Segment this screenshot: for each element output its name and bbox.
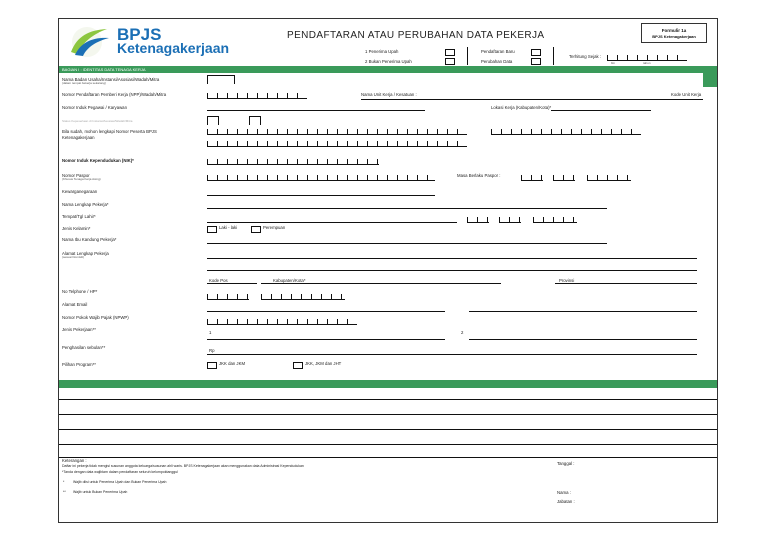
label-masa-paspor: Masa Berlaku Paspor : [457,173,501,178]
kabupaten-field[interactable] [261,283,501,284]
label-ibu: Nama Ibu Kandung Pekerja* [62,237,117,242]
label-telepon: No Telphone / HP* [62,289,98,294]
tahun-label: tahun [643,61,651,65]
checkbox-perempuan[interactable] [251,226,261,233]
label-jenis-kelamin: Jenis Kelamin* [62,226,91,231]
footer-nama: Nama : [557,490,571,495]
option-penerima-upah: 1 Penerima Upah [365,49,399,54]
bln-lahir-field[interactable] [499,217,521,223]
peserta-field-2[interactable] [207,141,467,147]
npwp-field[interactable] [207,319,357,325]
label-peserta: Bila sudah, mohon lengkapi Nomor Peserta BPJS [62,129,157,134]
paspor-field[interactable] [207,175,435,181]
nik-field[interactable] [207,159,379,165]
pekerjaan-field-1[interactable] [207,339,445,340]
label-pekerjaan-1: 1 [209,330,212,335]
status-checkbox-2[interactable] [249,116,261,125]
footer-note2: Wajib untuk Bukan Penerima Upah [73,490,128,494]
label-alamat-sub: (sesuai Domisili) [62,255,85,259]
label-npwp: Nomor Pokok Wajib Pajak (NPWP) [62,315,129,320]
label-npp: Nomor Pendaftaran Pemberi Kerja (NPP)/Wadah/Mitra [62,92,167,97]
peserta-field-1b[interactable] [491,129,641,135]
label-provinsi: Provinsi [559,278,575,283]
masa-paspor-bln[interactable] [553,175,575,181]
masa-paspor-thn[interactable] [587,175,631,181]
label-nip: Nomor Induk Pegawai / Karyawan [62,105,127,110]
nama-lengkap-field[interactable] [207,208,607,209]
penghasilan-field[interactable] [207,354,697,355]
terhitung-label: Terhitung Sejak : [569,54,602,59]
row-line [59,429,717,430]
nama-badan-field[interactable] [207,75,235,84]
pekerjaan-field-2[interactable] [469,339,697,340]
section2-header-bar [59,380,717,388]
label-laki-laki: Laki - laki [219,225,238,230]
label-email: Alamat Email [62,302,88,307]
form-code-box [641,23,707,43]
form-code-line1: Formulir 1a [661,28,687,33]
option-bukan-penerima-upah: 2 Bukan Penerima Upah [365,59,412,64]
nip-field[interactable] [207,110,425,111]
footer-note1: Wajib diisi untuk Penerima Upah dan Bukan Penerima Upah [73,480,167,484]
telepon-field-2[interactable] [261,294,345,300]
form-code-line2: BPJS Ketenagakerjaan [652,34,696,39]
bpjs-logo-icon [67,26,111,58]
form-sheet [58,18,718,523]
label-pekerjaan-2: 2 [461,330,464,335]
label-kode-unit: Kode Unit Kerja [671,92,702,97]
telepon-field-1[interactable] [207,294,249,300]
peserta-field-1[interactable] [207,129,467,135]
divider [553,47,554,65]
label-program: Pilihan Program** [62,362,96,367]
email-field-2[interactable] [469,311,697,312]
footer-jabatan: Jabatan : [557,499,575,504]
kewarganegaraan-field[interactable] [207,195,435,196]
logo-top: BPJS [117,25,162,44]
checkbox-laki-laki[interactable] [207,226,217,233]
label-status-faint: Status Kepesertaan di Instansi/Asosiasi/Wadah/Mitra [62,119,133,123]
label-jkk-jkm: JKK dan JKM [219,361,246,366]
npp-field[interactable] [207,93,307,99]
form-title: PENDAFTARAN ATAU PERUBAHAN DATA PEKERJA [287,30,545,41]
label-kodepos: Kode Pos [209,278,228,283]
footer-keterangan: Keterangan : [62,458,87,463]
email-field-1[interactable] [207,311,445,312]
label-kewarganegaraan: Kewarganegaraan [62,189,98,194]
logo-bottom: Ketenagakerjaan [117,40,230,56]
checkbox-penerima-upah[interactable] [445,49,455,56]
row-line [59,399,717,400]
label-paspor: Nomor Paspor [62,173,90,178]
section-side-bar [703,73,717,87]
label-penghasilan: Penghasilan sebulan** [62,345,106,350]
label-nama-badan-sub: (dalam tempat bekerja sekarang) [62,81,107,85]
alamat-field-2[interactable] [207,270,697,271]
checkbox-bukan-penerima-upah[interactable] [445,58,455,65]
divider [467,47,468,65]
bpjs-logo [67,25,230,59]
section-title: BAGIAN I : IDENTITAS DATA TENAGA KERJA [62,67,146,72]
row-line [59,444,717,445]
label-alamat: Alamat Lengkap Pekerja [62,251,109,256]
label-jkk-jkm-jht: JKK, JKM dan JHT [305,361,342,366]
unit-kerja-field[interactable] [361,99,703,100]
footer-note2-mark: ** [63,490,66,494]
section-header-bar [59,66,717,73]
footer-line2: *Tanda dengan data wajiblam dalam pendaftaran seluruh kelompoktanggul [62,470,178,474]
label-lokasi: Lokasi Kerja (Kabupaten/Kota)* [491,105,552,110]
thn-lahir-field[interactable] [533,217,577,223]
lokasi-field[interactable] [551,110,651,111]
provinsi-field[interactable] [555,283,697,284]
checkbox-perubahan-data[interactable] [531,58,541,65]
label-nik: Nomor Induk Kependudukan (NIK)* [62,158,134,163]
checkbox-jkk-jkm[interactable] [207,362,217,369]
checkbox-pendaftaran-baru[interactable] [531,49,541,56]
footer-line1: Daftar ini pekerja tidak mengisi susunan anggota keluarga/susunan ahli waris. BPJS Ketenagakerjaan akan menggunakan data Administrasi Kependudukan [62,464,304,468]
row-line [59,414,717,415]
label-unit-kerja: Nama Unit Kerja / Kesatuan : [361,92,417,97]
label-pekerjaan: Jenis Pekerjaan** [62,327,96,332]
kodepos-field[interactable] [207,283,257,284]
footer-tanggal: Tanggal : [557,461,575,466]
tgl-lahir-field[interactable] [467,217,489,223]
label-nama-badan: Nama Badan Usaha/Instansi/Asosiasi/Wadah/Mitra [62,77,160,82]
ibu-field[interactable] [207,243,607,244]
tempat-lahir-field[interactable] [207,222,457,223]
label-kabupaten: Kabupaten/Kota* [273,278,306,283]
masa-paspor-tgl[interactable] [521,175,543,181]
label-ttl: Tempat/Tgl Lahir* [62,214,96,219]
checkbox-jkk-jkm-jht[interactable] [293,362,303,369]
option-pendaftaran-baru: Pendaftaran Baru [481,49,515,54]
label-nama-lengkap: Nama Lengkap Pekerja* [62,202,109,207]
option-perubahan-data: Perubahan Data [481,59,513,64]
label-rp: Rp [209,348,215,353]
alamat-field-1[interactable] [207,258,697,259]
status-checkbox[interactable] [207,116,219,125]
label-peserta-2: Ketenagakerjaan [62,135,95,140]
label-perempuan: Perempuan [263,225,286,230]
footer-note1-mark: * [63,480,65,484]
bln-label: bln [611,61,616,65]
row-line [59,457,717,458]
label-paspor-sub: (Khusus Tenaga Kerja Asing) [62,177,101,181]
